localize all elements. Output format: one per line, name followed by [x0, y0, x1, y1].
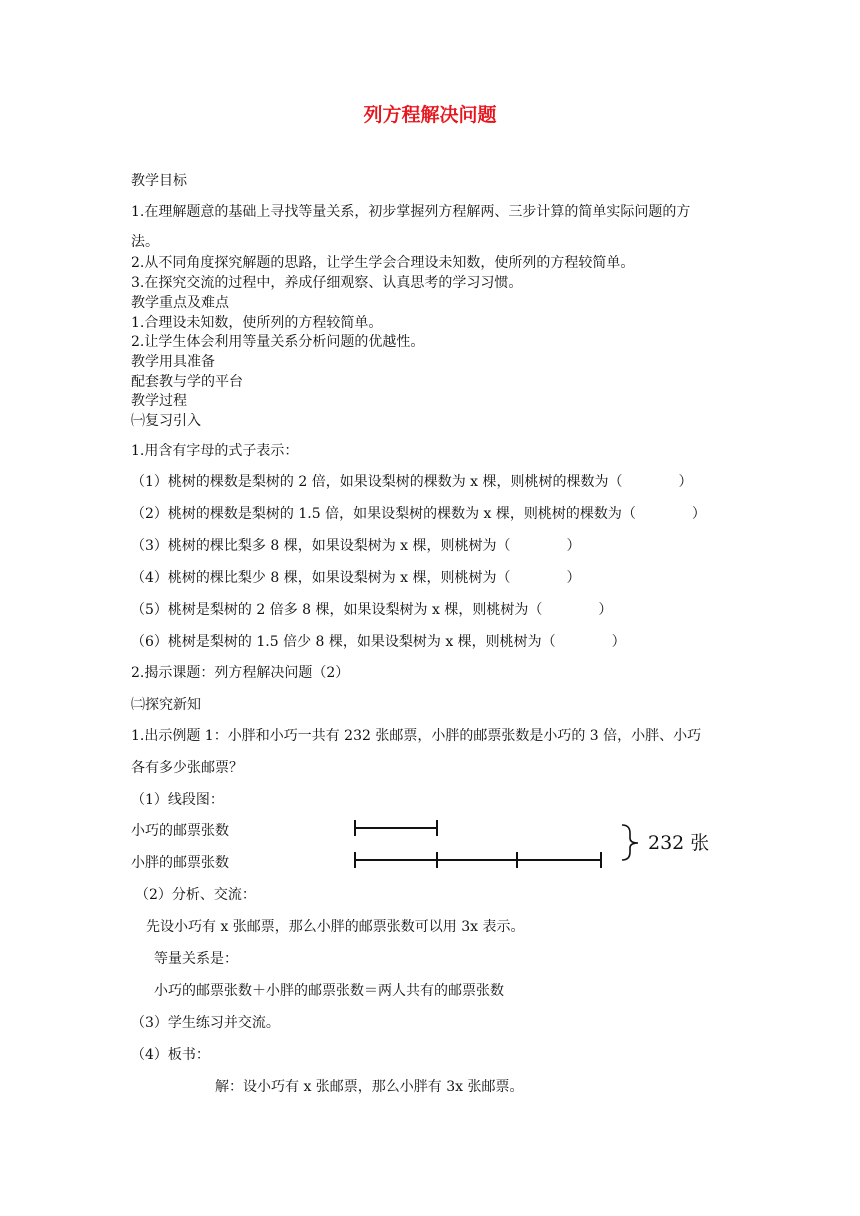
- question-4: （4）桃树的棵比梨少 8 棵，如果设梨树为 x 棵，则桃树为（ ）: [131, 570, 581, 586]
- question-2: （2）桃树的棵数是梨树的 1.5 倍，如果设梨树的棵数为 x 棵，则桃树的棵数为（ ）: [131, 506, 706, 522]
- brace-icon: [622, 825, 638, 860]
- question-5: （5）桃树是梨树的 2 倍多 8 棵，如果设梨树为 x 棵，则桃树为（ ）: [131, 602, 613, 618]
- goal-1-line-1: 1.在理解题意的基础上寻找等量关系，初步掌握列方程解两、三步计算的简单实际问题的方: [131, 204, 691, 220]
- question-3: （3）桃树的棵比梨多 8 棵，如果设梨树为 x 棵，则桃树为（ ）: [131, 538, 581, 554]
- total-label: 232 张: [648, 832, 710, 854]
- step-1-line-diagram: （1）线段图：: [131, 792, 224, 808]
- section-review: ㈠复习引入: [131, 413, 201, 429]
- process-heading: 教学过程: [131, 393, 187, 409]
- goal-2: 2.从不同角度探究解题的思路，让学生学会合理设未知数，使所列的方程较简单。: [131, 255, 635, 271]
- review-intro: 1.用含有字母的式子表示：: [131, 443, 299, 459]
- key-points-heading: 教学重点及难点: [131, 295, 229, 311]
- step-2-analysis: （2）分析、交流：: [135, 887, 256, 903]
- label-xiaopang: 小胖的邮票张数: [131, 855, 229, 871]
- label-xiaoqiao: 小巧的邮票张数: [131, 823, 229, 839]
- solution-text: 解：设小巧有 x 张邮票，那么小胖有 3x 张邮票。: [215, 1079, 524, 1095]
- equal-heading: 等量关系是：: [154, 951, 238, 967]
- topic-reveal: 2.揭示课题：列方程解决问题（2）: [131, 665, 350, 681]
- analysis-text: 先设小巧有 x 张邮票，那么小胖的邮票张数可以用 3x 表示。: [146, 919, 525, 935]
- step-4-board: （4）板书：: [131, 1047, 210, 1063]
- equal-relation: 小巧的邮票张数＋小胖的邮票张数＝两人共有的邮票张数: [154, 983, 504, 999]
- example-line-2: 各有多少张邮票？: [131, 760, 243, 776]
- goal-1-line-2: 法。: [131, 234, 159, 250]
- example-line-1: 1.出示例题 1：小胖和小巧一共有 232 张邮票，小胖的邮票张数是小巧的 3 倍，小胖、小巧: [131, 728, 702, 744]
- page-title: 列方程解决问题: [363, 104, 497, 126]
- question-6: （6）桃树是梨树的 1.5 倍少 8 棵，如果设梨树为 x 棵，则桃树为（ ）: [131, 634, 626, 650]
- tools: 配套教与学的平台: [131, 374, 243, 390]
- tools-heading: 教学用具准备: [131, 354, 215, 370]
- goal-3: 3.在探究交流的过程中，养成仔细观察、认真思考的学习习惯。: [131, 275, 523, 291]
- question-1: （1）桃树的棵数是梨树的 2 倍，如果设梨树的棵数为 x 棵，则桃树的棵数为（ ）: [131, 474, 693, 490]
- section-explore: ㈡探究新知: [131, 697, 201, 713]
- key-point-1: 1.合理设未知数，使所列的方程较简单。: [131, 315, 383, 331]
- step-3-practice: （3）学生练习并交流。: [131, 1015, 280, 1031]
- key-point-2: 2.让学生体会利用等量关系分析问题的优越性。: [131, 334, 425, 350]
- goals-heading: 教学目标: [131, 173, 187, 189]
